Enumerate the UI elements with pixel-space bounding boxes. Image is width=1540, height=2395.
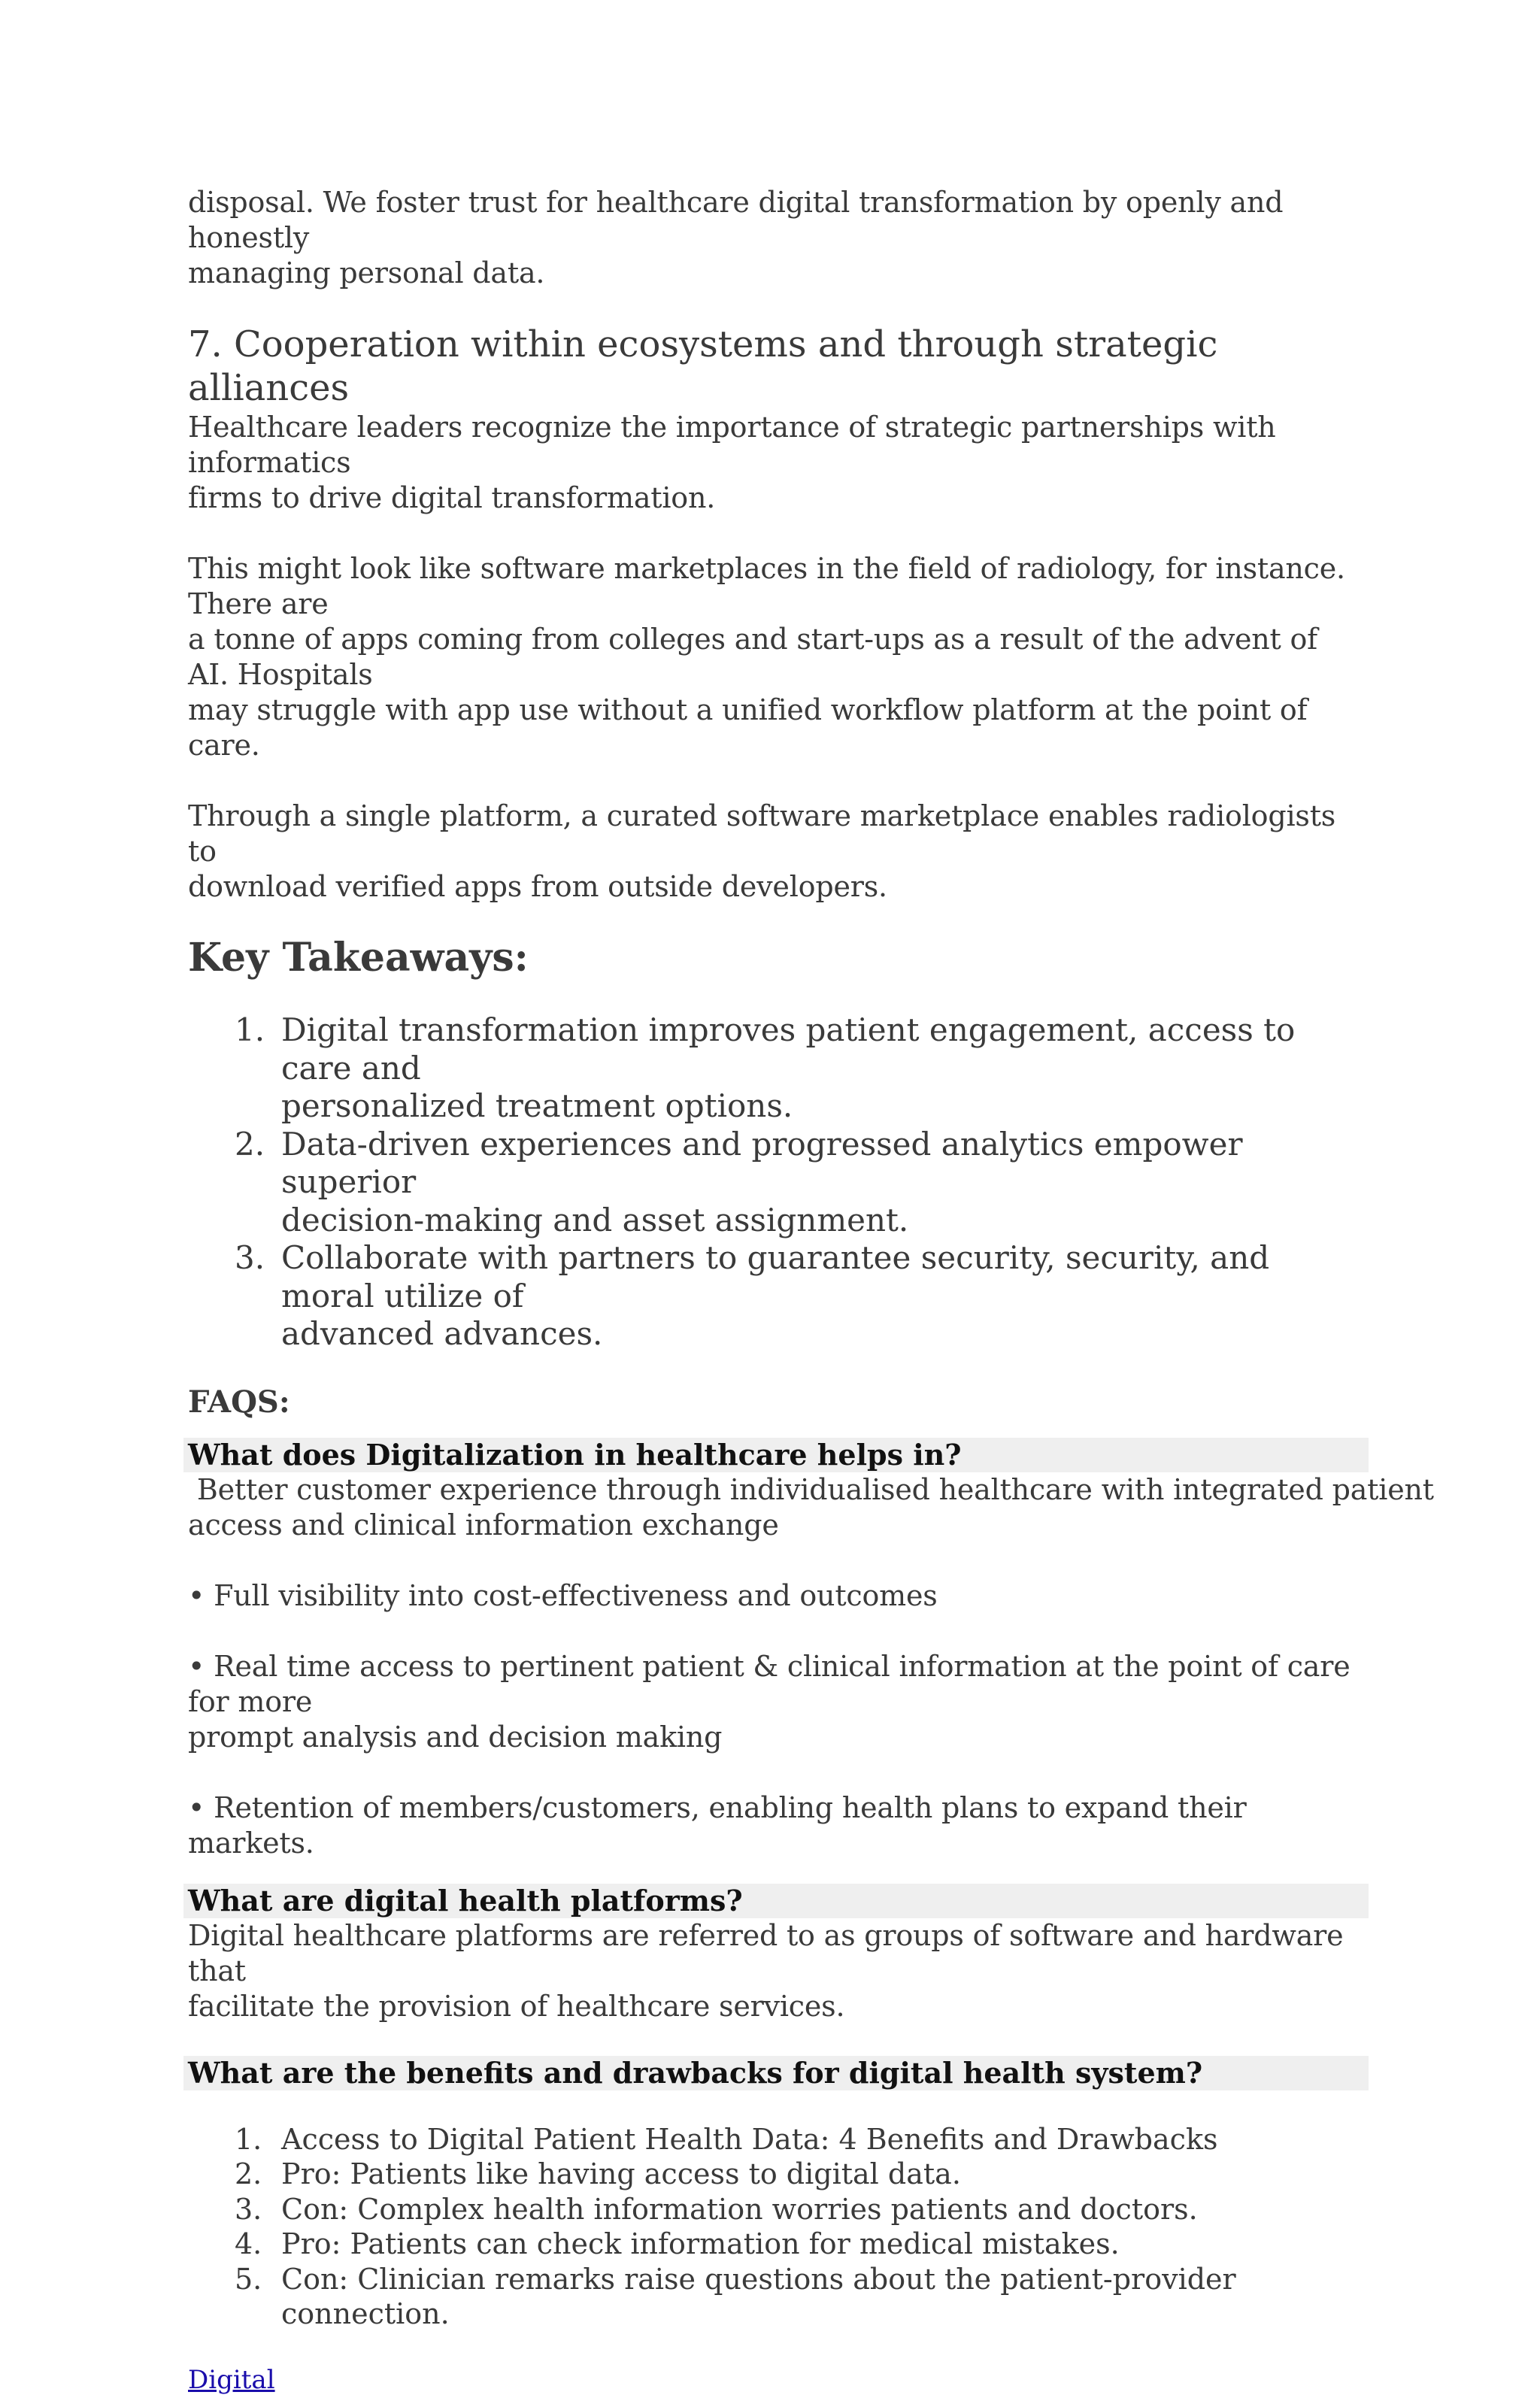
list-item-number: 1.	[235, 2122, 262, 2156]
section-7-p2-line-2: a tonne of apps coming from colleges and start-ups as a result of the advent of AI. Hospitals	[188, 623, 1318, 691]
list-item-text: Pro: Patients like having access to digital data.	[281, 2157, 961, 2190]
faq-answer-1-line-1: Better customer experience through individualised healthcare with integrated patient	[188, 1472, 1434, 1506]
list-item-text: Con: Clinician remarks raise questions about the patient-provider connection.	[281, 2262, 1236, 2330]
list-item	[188, 2157, 1361, 2192]
list-item-text-line-1: Data-driven experiences and progressed analytics empower superior	[281, 1125, 1243, 1200]
document-page	[188, 185, 1434, 2395]
faqs-heading: FAQS:	[188, 1384, 290, 1420]
digital-link[interactable]: Digital	[188, 2364, 275, 2395]
intro-line-1: disposal. We foster trust for healthcare digital transformation by openly and honestly	[188, 186, 1284, 254]
list-item-number: 2.	[235, 1125, 265, 1163]
faq-answer-2-line-2: facilitate the provision of healthcare services.	[188, 1989, 845, 2023]
list-item	[188, 2192, 1361, 2227]
list-item-text-line-2: personalized treatment options.	[281, 1087, 793, 1124]
section-7-p2-line-3: may struggle with app use without a unified workflow platform at the point of care.	[188, 693, 1308, 762]
faq-answer-1-line-2: access and clinical information exchange	[188, 1508, 779, 1542]
list-item-number: 3.	[235, 1239, 265, 1276]
list-item	[188, 2227, 1361, 2262]
list-item-text: Con: Complex health information worries patients and doctors.	[281, 2192, 1198, 2226]
list-item-text: Access to Digital Patient Health Data: 4 Benefits and Drawbacks	[281, 2122, 1218, 2156]
list-item-number: 4.	[235, 2227, 262, 2260]
faq-answer-1-bullet-1: • Full visibility into cost-effectiveness and outcomes	[188, 1578, 938, 1612]
section-7-p1-line-2: firms to drive digital transformation.	[188, 481, 716, 514]
list-item-number: 3.	[235, 2192, 262, 2226]
list-item-text-line-1: Digital transformation improves patient engagement, access to care and	[281, 1011, 1296, 1087]
faq-answer-3-list	[188, 2122, 1361, 2332]
intro-line-2: managing personal data.	[188, 256, 545, 290]
section-7-p3-line-2: download verified apps from outside developers.	[188, 870, 887, 903]
faq-answer-1-bullet-2-line-2: prompt analysis and decision making	[188, 1720, 723, 1754]
list-item	[188, 2122, 1361, 2157]
faq-answer-2-line-1: Digital healthcare platforms are referred to as groups of software and hardware that	[188, 1918, 1344, 1987]
section-7-p3-line-1: Through a single platform, a curated software marketplace enables radiologists to	[188, 799, 1336, 868]
list-item-text-line-2: decision-making and asset assignment.	[281, 1201, 909, 1238]
faq-answer-1-bullet-2-line-1: • Real time access to pertinent patient & clinical information at the point of care for more	[188, 1649, 1351, 1718]
list-item-number: 5.	[235, 2262, 262, 2296]
list-item	[188, 1239, 1361, 1354]
list-item	[188, 1126, 1361, 1240]
section-7-p2-line-1: This might look like software marketplaces in the field of radiology, for instance. There are	[188, 552, 1345, 620]
list-item-text-line-1: Collaborate with partners to guarantee security, security, and moral utilize of	[281, 1239, 1270, 1314]
key-takeaways-list	[188, 1011, 1361, 1354]
faq-question-2: What are digital health platforms?	[183, 1884, 1369, 1918]
section-7-p1-line-1: Healthcare leaders recognize the importance of strategic partnerships with informatics	[188, 411, 1276, 479]
faq-question-3: What are the benefits and drawbacks for digital health system?	[183, 2056, 1369, 2090]
list-item-text-line-2: advanced advances.	[281, 1315, 603, 1352]
list-item	[188, 1011, 1361, 1126]
faq-question-1: What does Digitalization in healthcare helps in?	[183, 1438, 1369, 1472]
list-item-text: Pro: Patients can check information for medical mistakes.	[281, 2227, 1120, 2260]
list-item-number: 1.	[235, 1011, 265, 1048]
list-item	[188, 2262, 1361, 2332]
list-item-number: 2.	[235, 2157, 262, 2190]
faq-answer-1-bullet-3: • Retention of members/customers, enabling health plans to expand their markets.	[188, 1790, 1247, 1860]
key-takeaways-heading: Key Takeaways:	[188, 935, 529, 981]
section-7-heading: 7. Cooperation within ecosystems and through strategic alliances	[188, 323, 1218, 409]
